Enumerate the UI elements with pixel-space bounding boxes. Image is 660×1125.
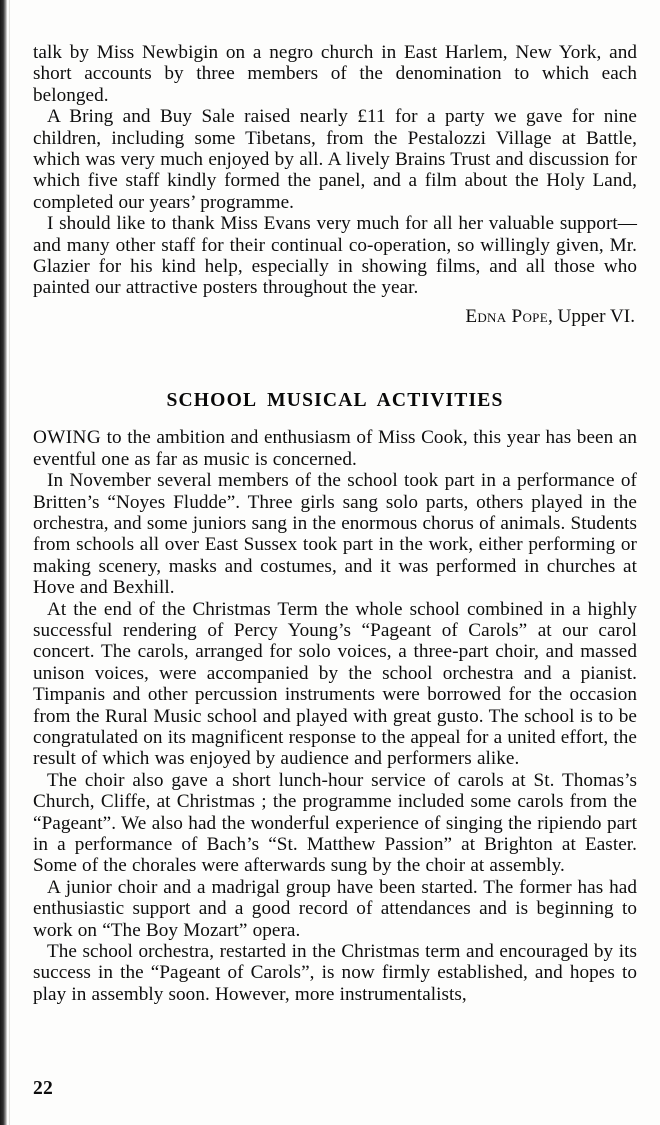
- article-signature: [33, 306, 637, 327]
- paragraph: In November several members of the school took part in a performance of Britten’s “Noyes Fludde”. Three girls sang solo parts, others played in the orchestra, and some juniors sang in the enormous chorus of animals. Students from schools all over East Sussex took part in the work, either performing or making scenery, masks and costumes, and it was performed in churches at Hove and Bexhill.: [33, 470, 637, 599]
- paragraph: The choir also gave a short lunch-hour service of carols at St. Thomas’s Church, Cliffe, at Christmas ; the programme included some carols from the “Pageant”. We also had the wonderful experience of singing the ripiendo part in a performance of Bach’s “St. Matthew Passion” at Brighton at Easter. Some of the chorales were afterwards sung by the choir at assembly.: [33, 769, 637, 877]
- paper-edge-line: [9, 0, 10, 1125]
- paragraph: I should like to thank Miss Evans very much for all her valuable support—and many other staff for their continual co-operation, so willingly given, Mr. Glazier for his kind help, especially in showing films, and all those who painted our attractive posters throughout the year.: [33, 213, 637, 299]
- opening-rest: to the ambition and enthusiasm of Miss Cook, this year has been an eventful one as far as music is concerned.: [33, 427, 637, 470]
- paragraph: At the end of the Christmas Term the whole school combined in a highly successful rendering of Percy Young’s “Pageant of Carols” at our carol concert. The carols, arranged for solo voices, a three-part choir, and massed unison voices, were accompanied by the school orchestra and a pianist. Timpanis and other percussion instruments were borrowed for the occasion from the Rural Music school and played with great gusto. The school is to be congratulated on its magnificent response to the appeal for a united effort, the result of which was enjoyed by audience and performers alike.: [33, 598, 637, 770]
- article-opening-paragraph: [33, 427, 637, 470]
- page-content: [33, 42, 637, 1005]
- section-heading: SCHOOL MUSICAL ACTIVITIES: [166, 390, 504, 412]
- signature-form: , Upper VI.: [547, 305, 635, 327]
- heading-spacer-top: [33, 327, 637, 389]
- paragraph-continued: talk by Miss Newbigin on a negro church in East Harlem, New York, and short accounts by three members of the denomination to which each belonged.: [33, 42, 637, 106]
- page-number: 22: [33, 1078, 53, 1099]
- opening-word: OWING: [33, 427, 102, 449]
- signature-name: Edna Pope: [465, 305, 548, 327]
- paragraph: A junior choir and a madrigal group have been started. The former has had enthusiastic support and a good record of attendances and is beginning to work on “The Boy Mozart” opera.: [33, 876, 637, 941]
- paragraph: A Bring and Buy Sale raised nearly £11 for a party we gave for nine children, including some Tibetans, from the Pestalozzi Village at Battle, which was very much enjoyed by all. A lively Brains Trust and discussion for which five staff kindly formed the panel, and a film about the Holy Land, completed our years’ programme.: [33, 106, 637, 213]
- scan-gutter-shadow: [0, 0, 7, 1125]
- paragraph: The school orchestra, restarted in the Christmas term and encouraged by its success in the “Pageant of Carols”, is now firmly established, and hopes to play in assembly soon. However, more instrumentalists,: [33, 941, 637, 1005]
- heading-spacer-bottom: [33, 413, 637, 427]
